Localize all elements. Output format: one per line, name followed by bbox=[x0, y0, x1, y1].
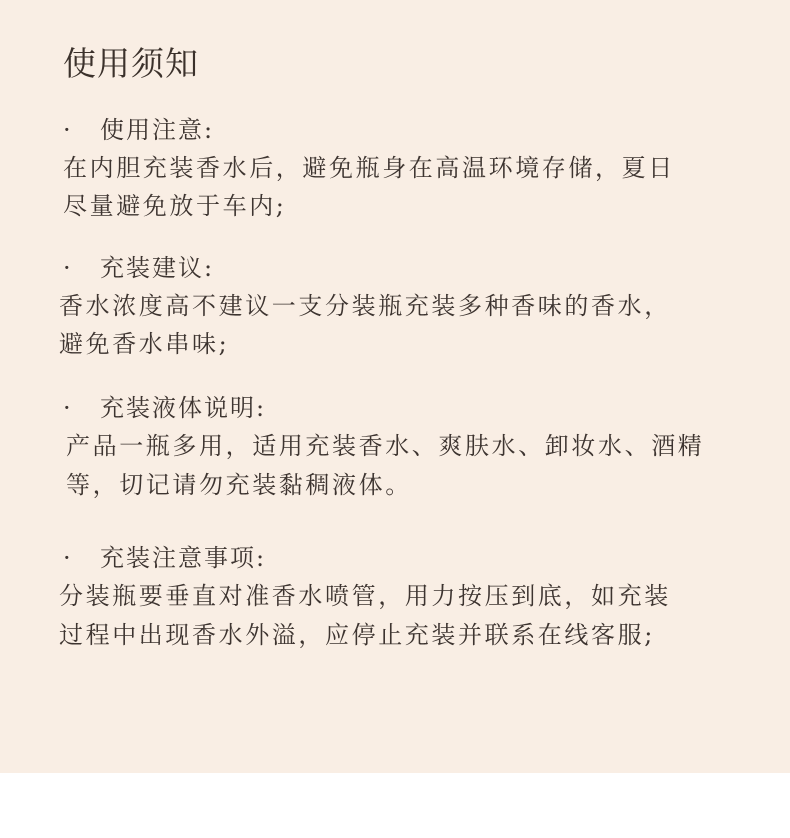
section-heading-usage-notes bbox=[63, 110, 214, 145]
section-heading-filling-precautions bbox=[63, 538, 266, 573]
section-text-line: 产品一瓶多用，适用充装香水、爽肤水、卸妆水、酒精 bbox=[66, 432, 705, 460]
section-heading-filling-advice bbox=[63, 248, 214, 283]
section-text-line: 等，切记请勿充装黏稠液体。 bbox=[66, 471, 412, 499]
section-text-line: 分装瓶要垂直对准香水喷管，用力按压到底，如充装 bbox=[59, 582, 671, 610]
bullet-marker: · bbox=[63, 544, 73, 572]
section-text-line: 香水浓度高不建议一支分装瓶充装多种香味的香水， bbox=[59, 292, 671, 320]
section-text-line: 在内胆充装香水后，避免瓶身在高温环境存储，夏日 bbox=[63, 154, 675, 182]
page-title: 使用须知 bbox=[63, 44, 199, 83]
bullet-marker: · bbox=[63, 394, 73, 422]
bullet-marker: · bbox=[63, 254, 73, 282]
bullet-marker: · bbox=[63, 116, 73, 144]
section-text-line: 避免香水串味; bbox=[59, 330, 230, 358]
section-heading-liquid-description bbox=[63, 388, 266, 423]
section-heading-label: 充装注意事项: bbox=[100, 544, 267, 572]
section-heading-label: 充装液体说明: bbox=[100, 394, 267, 422]
section-text-line: 过程中出现香水外溢，应停止充装并联系在线客服; bbox=[59, 621, 655, 649]
section-heading-label: 充装建议: bbox=[100, 254, 215, 282]
section-heading-label: 使用注意: bbox=[100, 116, 215, 144]
section-text-line: 尽量避免放于车内; bbox=[63, 192, 287, 220]
